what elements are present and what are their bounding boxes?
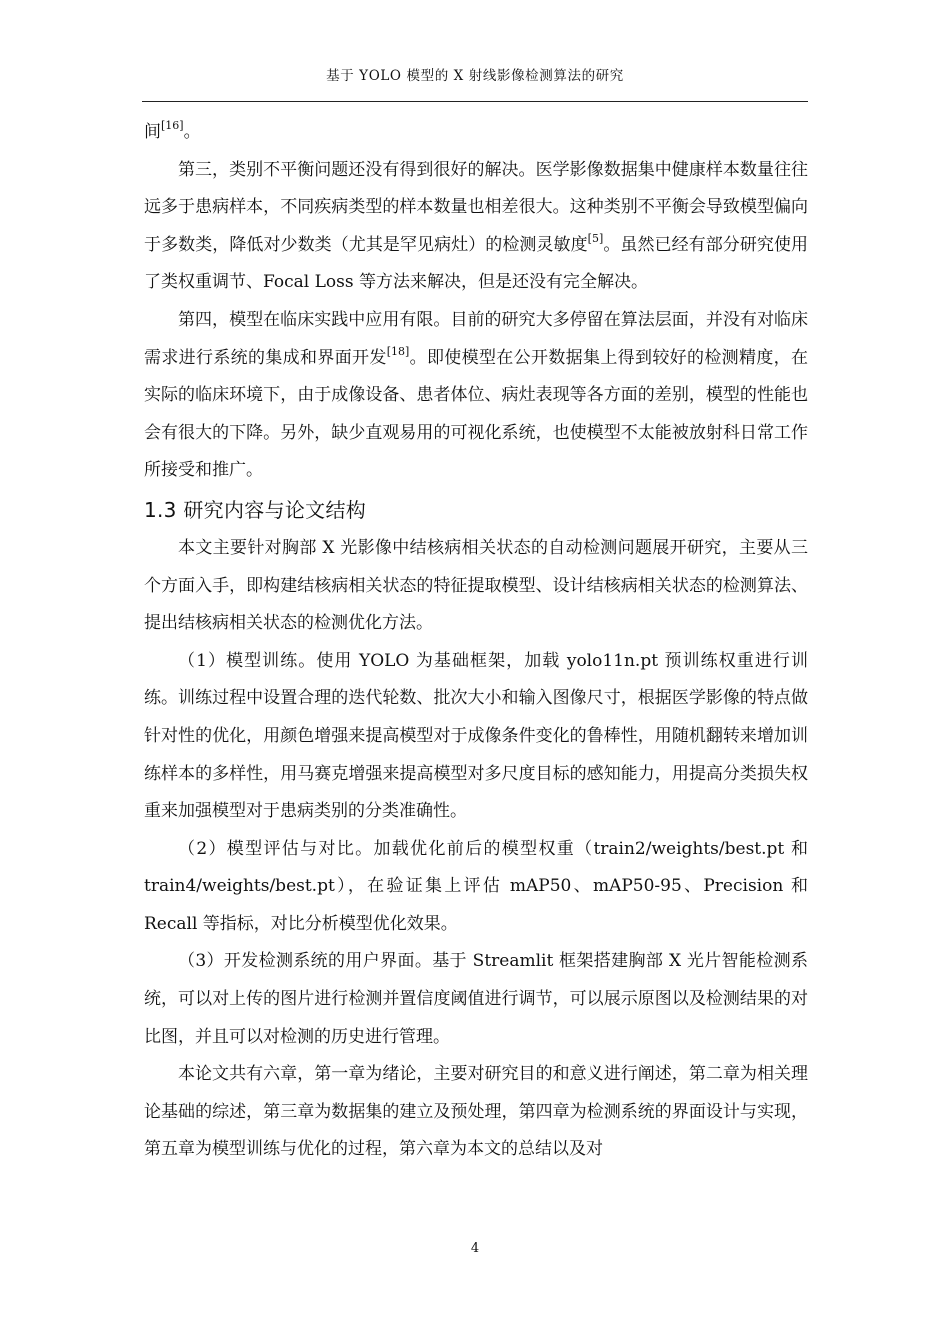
running-header: 基于 YOLO 模型的 X 射线影像检测算法的研究 [326, 68, 624, 84]
paragraph-text: 。即使模型在公开数据集上得到较好的检测精度，在实际的临床环境下，由于成像设备、患者体位、病灶表现等各方面的差别，模型的性能也会有很大的下降。另外，缺少直观易用的可视化系统，也使模型不太能被放射科日常工作所接受和推广。 [144, 347, 809, 481]
paragraph-text: 间 [144, 122, 161, 142]
paragraph-user-interface: （3）开发检测系统的用户界面。基于 Streamlit 框架搭建胸部 X 光片智能检测系统，可以对上传的图片进行检测并置信度阈值进行调节，可以展示原图以及检测结果的对比图，并且可以对检测的历史进行管理。 [144, 951, 808, 1047]
paragraph-continuation [144, 114, 808, 152]
paragraph-model-evaluation: （2）模型评估与对比。加载优化前后的模型权重（train2/weights/best.pt 和 train4/weights/best.pt），在验证集上评估 mAP50、mAP50-95、Precision 和 Recall 等指标，对比分析模型优化效果。 [144, 838, 808, 934]
page-number: 4 [470, 1241, 480, 1256]
paragraph-thesis-structure: 本论文共有六章，第一章为绪论，主要对研究目的和意义进行阐述，第二章为相关理论基础的综述，第三章为数据集的建立及预处理，第四章为检测系统的界面设计与实现，第五章为模型训练与优化的过程，第六章为本文的总结以及对 [144, 1064, 808, 1160]
paragraph-class-imbalance [144, 152, 808, 302]
paragraph-text: 。 [183, 122, 201, 142]
citation: [18] [386, 344, 410, 358]
paragraph-research-content: 本文主要针对胸部 X 光影像中结核病相关状态的自动检测问题展开研究，主要从三个方面入手，即构建结核病相关状态的特征提取模型、设计结核病相关状态的检测算法、提出结核病相关状态的检测优化方法。 [144, 537, 808, 634]
paragraph-text: 第三，类别不平衡问题还没有得到很好的解决。医学影像数据集中健康样本数量往往远多于患病样本，不同疾病类型的样本数量也相差很大。这种类别不平衡会导致模型偏向于多数类，降低对少数类（尤其是罕见病灶）的检测灵敏度 [144, 159, 808, 255]
section-heading: 1.3 研究内容与论文结构 [144, 497, 367, 522]
paragraph-clinical-application [144, 302, 808, 490]
paragraph-text: 。虽然已经有部分研究使用了类权重调节、Focal Loss 等方法来解决，但是还没有完全解决。 [144, 234, 809, 293]
header-rule [142, 101, 808, 102]
page-body [144, 114, 808, 1169]
citation: [5] [587, 232, 604, 246]
paragraph-text: 第四，模型在临床实践中应用有限。目前的研究大多停留在算法层面，并没有对临床需求进行系统的集成和界面开发 [144, 309, 808, 368]
citation: [16] [161, 119, 184, 133]
paragraph-model-training: （1）模型训练。使用 YOLO 为基础框架，加载 yolo11n.pt 预训练权重进行训练。训练过程中设置合理的迭代轮数、批次大小和输入图像尺寸，根据医学影像的特点做针对性的优化，用颜色增强来提高模型对于成像条件变化的鲁棒性，用随机翻转来增加训练样本的多样性，用马赛克增强来提高模型对多尺度目标的感知能力，用提高分类损失权重来加强模型对于患病类别的分类准确性。 [144, 650, 808, 822]
